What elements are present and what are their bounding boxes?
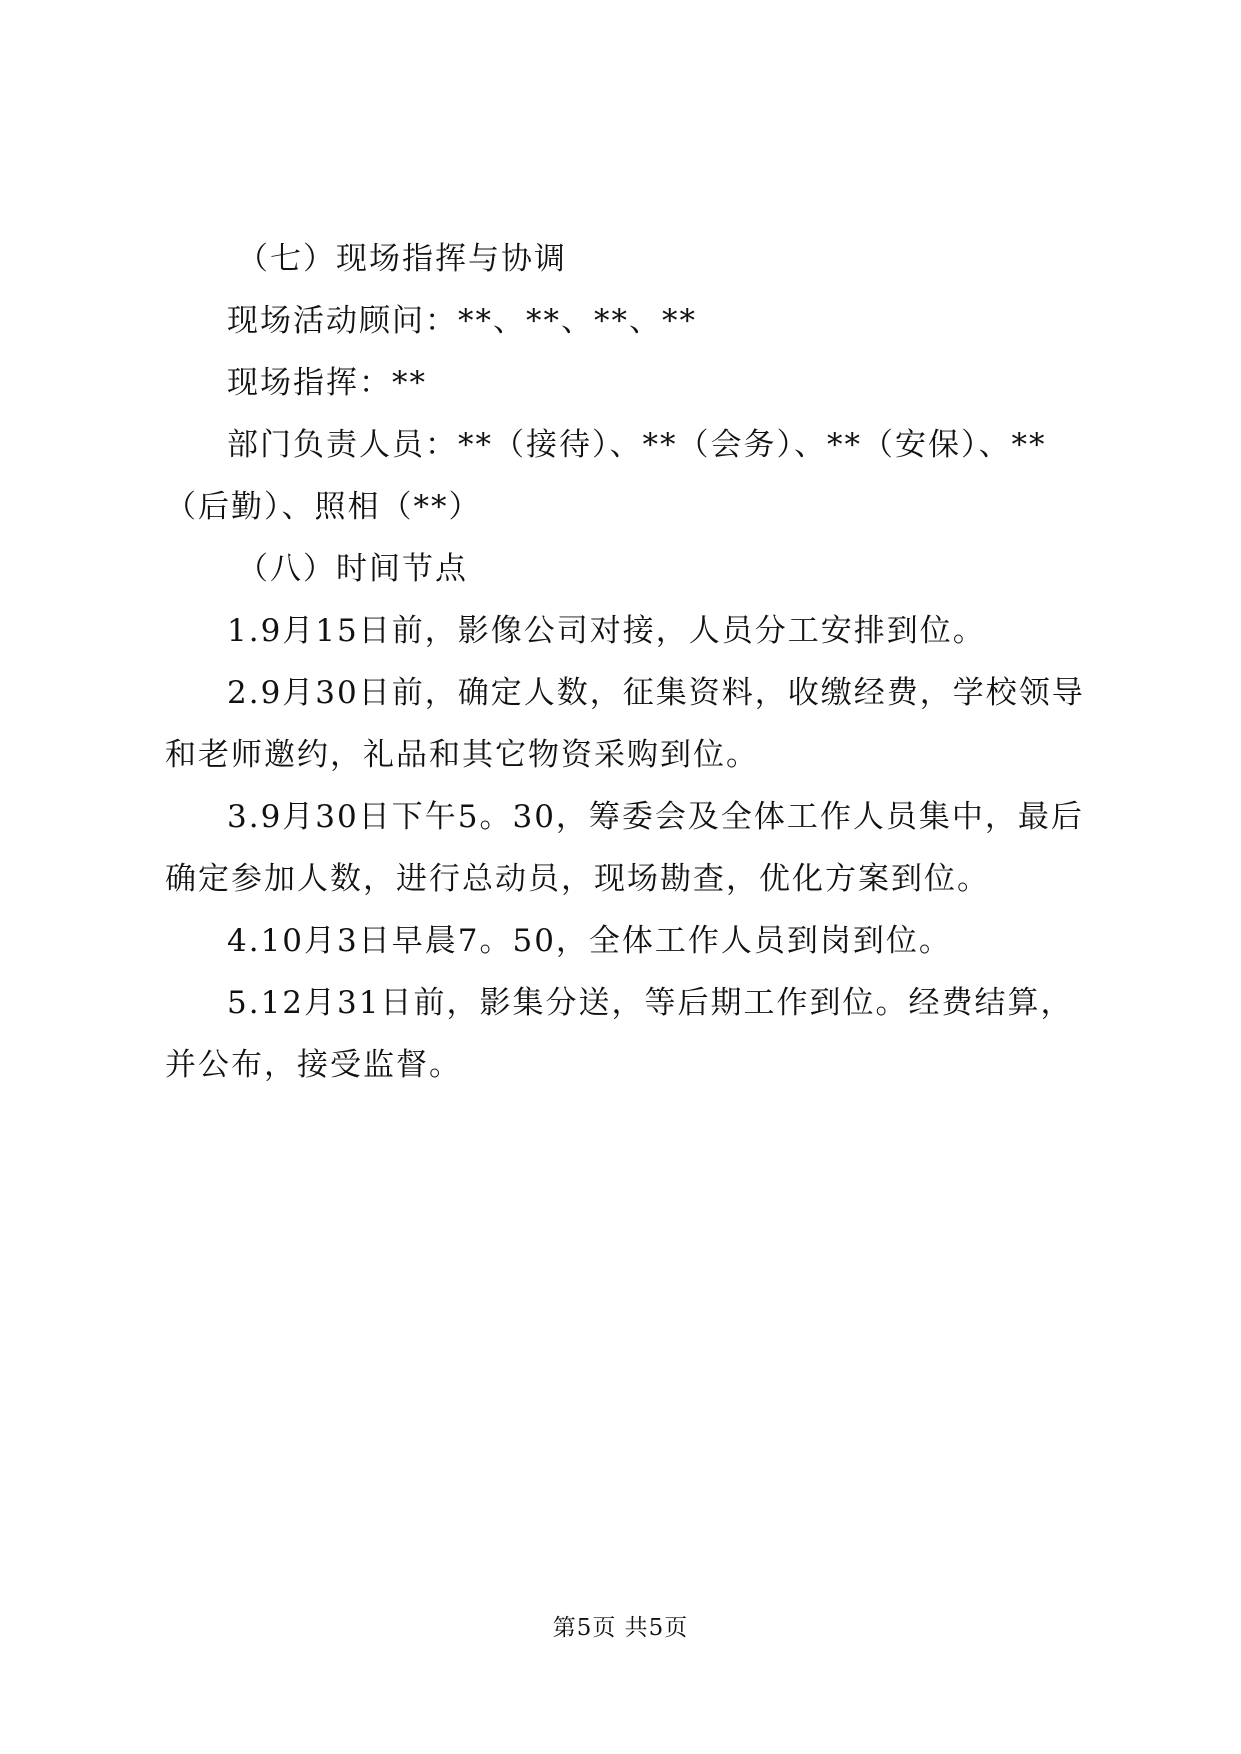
paragraph-commander: 现场指挥：** xyxy=(227,365,427,401)
section-heading-timeline: （八）时间节点 xyxy=(237,551,468,587)
document-body xyxy=(165,228,1085,1096)
timeline-item-4: 4.10月3日早晨7。50，全体工作人员到岗到位。 xyxy=(227,923,952,959)
paragraph-department-leads: 部门负责人员：**（接待）、**（会务）、**（安保）、**（后勤）、照相（**） xyxy=(165,427,1047,525)
timeline-item-5: 5.12月31日前，影集分送，等后期工作到位。经费结算，并公布，接受监督。 xyxy=(165,985,1074,1083)
timeline-item-1: 1.9月15日前，影像公司对接，人员分工安排到位。 xyxy=(227,613,986,649)
timeline-item-2: 2.9月30日前，确定人数，征集资料，收缴经费，学校领导和老师邀约，礼品和其它物资采购到位。 xyxy=(165,675,1085,773)
section-heading-coordination: （七）现场指挥与协调 xyxy=(237,241,567,277)
page-number-footer: 第5页 共5页 xyxy=(552,1615,689,1641)
timeline-item-3: 3.9月30日下午5。30，筹委会及全体工作人员集中，最后确定参加人数，进行总动员，现场勘查，优化方案到位。 xyxy=(165,799,1084,897)
paragraph-advisors: 现场活动顾问：**、**、**、** xyxy=(227,303,697,339)
